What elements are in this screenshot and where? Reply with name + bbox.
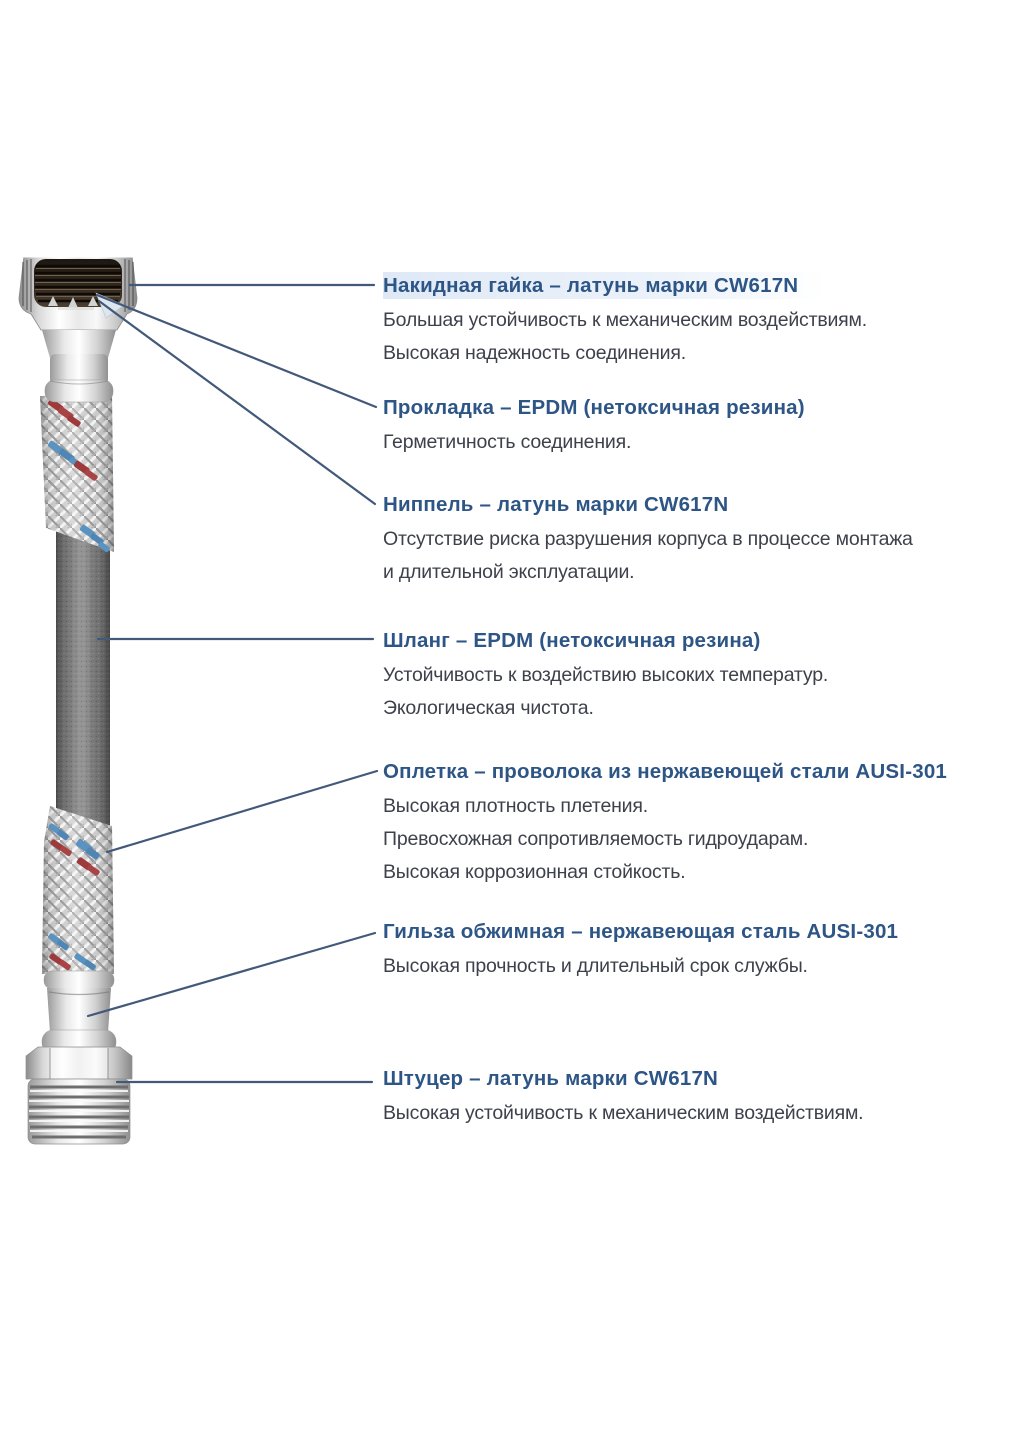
- label-gasket: [383, 394, 1028, 459]
- crimp-sleeve-graphic: [42, 971, 116, 1054]
- label-text: Отсутствие риска разрушения корпуса в процессе монтажа: [383, 528, 913, 550]
- label-text: Высокая коррозионная стойкость.: [383, 861, 686, 883]
- braid-top-graphic: [40, 394, 114, 553]
- label-heading-braid: Оплетка – проволока из нержавеющей стали AUSI-301: [383, 760, 948, 783]
- label-union-nut: [383, 272, 1028, 370]
- fitting-threads-graphic: [28, 1079, 130, 1144]
- label-text: и длительной эксплуатации.: [383, 561, 635, 583]
- label-text: Превосхожная сопротивляемость гидроударам.: [383, 828, 809, 850]
- label-text: Высокая устойчивость к механическим воздействиям.: [383, 1102, 864, 1124]
- hose-photo: [0, 240, 160, 1150]
- label-sleeve: [383, 918, 1028, 983]
- label-text: Экологическая чистота.: [383, 697, 594, 719]
- label-text: Высокая плотность плетения.: [383, 795, 648, 817]
- union-nut-graphic: [19, 256, 137, 330]
- label-heading-hose: Шланг – EPDM (нетоксичная резина): [383, 629, 761, 652]
- nipple-collar-graphic: [42, 330, 116, 402]
- fitting-hex-graphic: [26, 1047, 132, 1079]
- label-text: Большая устойчивость к механическим воздействиям.: [383, 309, 867, 331]
- label-nipple: [383, 491, 1028, 589]
- label-text: Высокая надежность соединения.: [383, 342, 686, 364]
- label-hose: [383, 627, 1028, 725]
- label-heading-fitting: Штуцер – латунь марки CW617N: [383, 1067, 719, 1090]
- label-heading-nipple: Ниппель – латунь марки CW617N: [383, 493, 729, 516]
- braid-bottom-graphic: [42, 806, 114, 974]
- label-fitting: [383, 1065, 1028, 1130]
- label-heading-gasket: Прокладка – EPDM (нетоксичная резина): [383, 396, 805, 419]
- label-text: Герметичность соединения.: [383, 431, 632, 453]
- label-text: Высокая прочность и длительный срок службы.: [383, 955, 808, 977]
- label-text: Устойчивость к воздействию высоких температур.: [383, 664, 829, 686]
- label-braid: [383, 758, 1028, 889]
- label-heading-union-nut: Накидная гайка – латунь марки CW617N: [383, 272, 824, 299]
- label-heading-sleeve: Гильза обжимная – нержавеющая сталь AUSI-301: [383, 920, 899, 943]
